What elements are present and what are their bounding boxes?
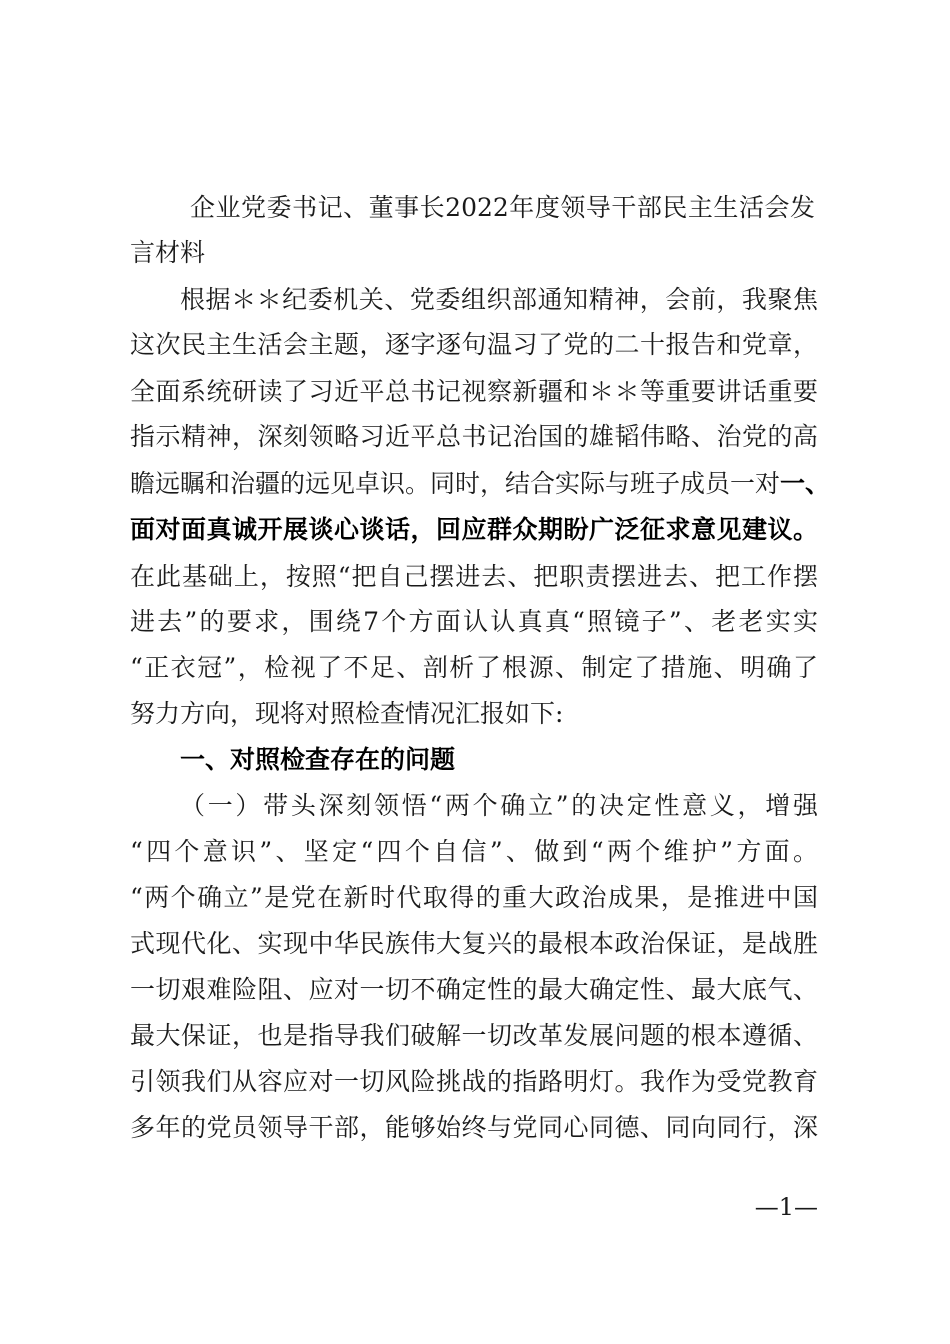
text-line [130, 829, 818, 875]
text-span: “四个意识”、坚定“四个自信”、做到“两个维护”方面。 [130, 837, 818, 866]
text-line [130, 507, 818, 553]
text-span: “正衣冠”，检视了不足、剖析了根源、制定了措施、明确了 [130, 653, 818, 682]
text-span: “两个确立”是党在新时代取得的重大政治成果，是推进中国 [130, 883, 818, 912]
text-span: 一切艰难险阻、应对一切不确定性的最大确定性、最大底气、 [130, 975, 818, 1004]
text-line [130, 599, 818, 645]
text-span: 这次民主生活会主题，逐字逐句温习了党的二十报告和党章， [130, 330, 818, 359]
text-line [130, 1105, 818, 1151]
text-span: 多年的党员领导干部，能够始终与党同心同德、同向同行，深 [130, 1113, 818, 1142]
text-line [130, 875, 818, 921]
bold-text: 面对面真诚开展谈心谈话，回应群众期盼广泛征求意见建议。 [130, 515, 818, 544]
text-span: 企业党委书记、董事长2022年度领导干部民主生活会发 [190, 193, 815, 222]
text-span: 言材料 [130, 238, 206, 267]
bold-text: 一、对照检查存在的问题 [180, 745, 456, 774]
text-line [130, 1013, 818, 1059]
text-span: 努力方向，现将对照检查情况汇报如下: [130, 699, 564, 728]
text-span: 指示精神，深刻领略习近平总书记治国的雄韬伟略、治党的高 [130, 422, 818, 451]
text-line [130, 461, 831, 507]
document-title-line [130, 230, 818, 276]
text-span: 最大保证，也是指导我们破解一切改革发展问题的根本遵循、 [130, 1021, 818, 1050]
text-line [130, 369, 818, 415]
text-span: 根据＊＊纪委机关、党委组织部通知精神，会前，我聚焦 [180, 285, 818, 314]
text-span: 在此基础上，按照“把自己摆进去、把职责摆进去、把工作摆 [130, 562, 818, 591]
text-span: 式现代化、实现中华民族伟大复兴的最根本政治保证，是战胜 [130, 929, 818, 958]
text-line [130, 414, 818, 460]
text-line [130, 967, 818, 1013]
text-line [130, 645, 818, 691]
text-line [130, 1059, 818, 1105]
text-line [130, 921, 818, 967]
text-line [180, 783, 818, 829]
text-span: 引领我们从容应对一切风险挑战的指路明灯。我作为受党教育 [130, 1067, 818, 1096]
text-span: 瞻远瞩和治疆的远见卓识。同时，结合实际与班子成员一对 [130, 469, 781, 498]
text-line [130, 322, 818, 368]
text-span: （一）带头深刻领悟“两个确立”的决定性意义，增强 [180, 791, 818, 820]
text-span: 进去”的要求，围绕7个方面认认真真“照镜子”、老老实实 [130, 607, 818, 636]
bold-text: 一、 [780, 469, 831, 498]
text-span: 全面系统研读了习近平总书记视察新疆和＊＊等重要讲话重要 [130, 377, 818, 406]
section-heading [180, 737, 818, 783]
document-title-line [190, 185, 815, 231]
text-line [130, 554, 818, 600]
text-line [180, 277, 818, 323]
text-line [130, 691, 818, 737]
page-number: —1— [754, 1193, 818, 1221]
